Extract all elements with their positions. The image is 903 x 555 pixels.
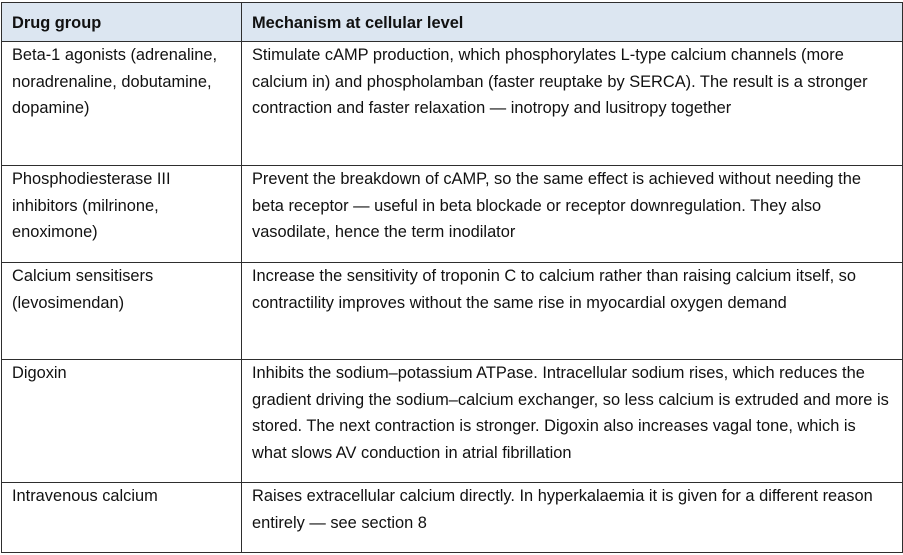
mechanism-cell: Inhibits the sodium–potassium ATPase. Intracellular sodium rises, which reduces the gradient driving the sodium–calcium exchanger, so less calcium is extruded and more is stored. The next contraction is stronger. Digoxin also increases vagal tone, which is what slows AV conduction in atrial fibrillation — [242, 360, 903, 483]
table-header-row — [2, 3, 903, 42]
mechanism-cell: Raises extracellular calcium directly. In hyperkalaemia it is given for a different reason entirely — see section 8 — [242, 483, 903, 553]
header-mechanism: Mechanism at cellular level — [242, 3, 903, 42]
table-row — [2, 483, 903, 553]
mechanism-cell: Stimulate cAMP production, which phosphorylates L-type calcium channels (more calcium in) and phospholamban (faster reuptake by SERCA). The result is a stronger contraction and faster relaxation — inotropy and lusitropy together — [242, 42, 903, 166]
header-drug-group: Drug group — [2, 3, 242, 42]
table-row — [2, 263, 903, 360]
drug-group-cell: Beta-1 agonists (adrenaline, noradrenaline, dobutamine, dopamine) — [2, 42, 242, 166]
drug-group-cell: Digoxin — [2, 360, 242, 483]
table-row — [2, 42, 903, 166]
table-row — [2, 166, 903, 263]
mechanism-cell: Prevent the breakdown of cAMP, so the same effect is achieved without needing the beta receptor — useful in beta blockade or receptor downregulation. They also vasodilate, hence the term inodilator — [242, 166, 903, 263]
drug-group-cell: Calcium sensitisers (levosimendan) — [2, 263, 242, 360]
drug-mechanism-table — [1, 2, 903, 553]
table-row — [2, 360, 903, 483]
mechanism-cell: Increase the sensitivity of troponin C to calcium rather than raising calcium itself, so contractility improves without the same rise in myocardial oxygen demand — [242, 263, 903, 360]
drug-group-cell: Intravenous calcium — [2, 483, 242, 553]
drug-group-cell: Phosphodiesterase III inhibitors (milrinone, enoximone) — [2, 166, 242, 263]
